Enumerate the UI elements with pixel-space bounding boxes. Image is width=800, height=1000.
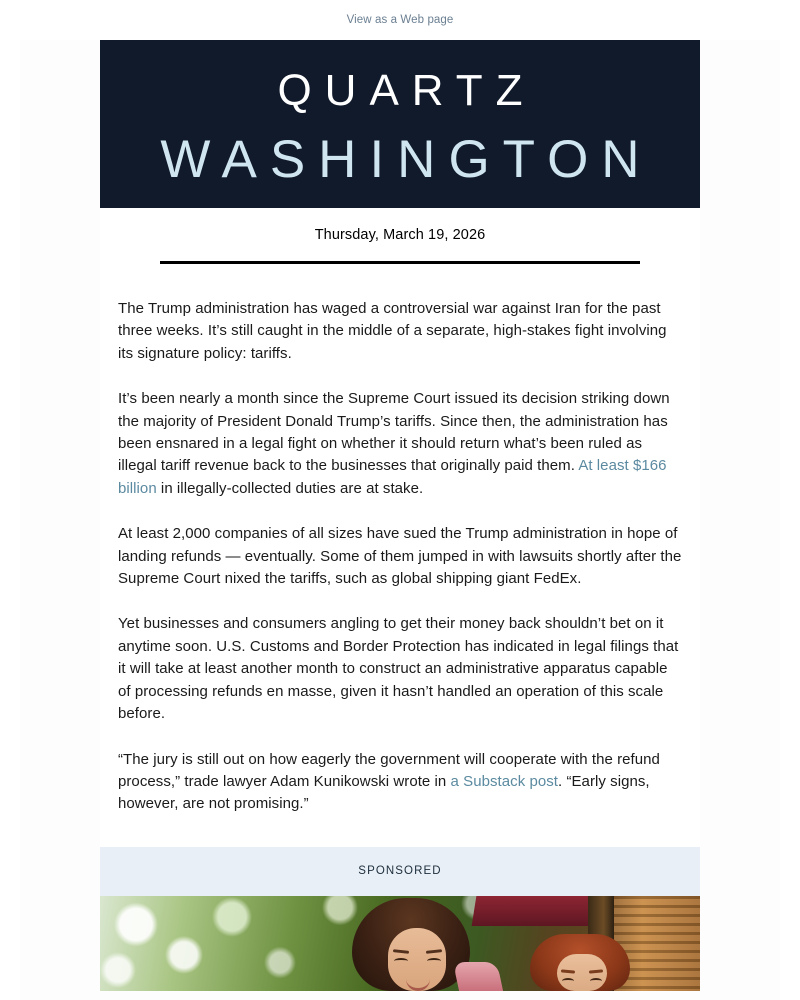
paragraph-3-text: At least 2,000 companies of all sizes have sued the Trump administration in hope of landing refunds — eventually. Some of them jumped in with lawsuits shortly after the Supreme Court nixed the tariffs, such as global shipping giant FedEx.	[118, 525, 682, 588]
paragraph-3	[118, 523, 682, 590]
article-body	[100, 264, 700, 816]
photo-awning	[472, 896, 607, 926]
photo-person-right-eye-left	[562, 978, 574, 984]
newsletter-date: Thursday, March 19, 2026	[314, 227, 486, 243]
sponsored-label: SPONSORED	[358, 865, 442, 878]
link-substack-post[interactable]: a Substack post	[450, 772, 559, 790]
paragraph-5-text-b: . “Early signs, however, are not promising.”	[118, 772, 650, 813]
paragraph-2-text-a: It’s been nearly a month since the Supreme Court issued its decision striking down the majority of President Donald Trump’s tariffs. Since then, the administration has been ensnared in a legal fight on whether it should return what’s been ruled as illegal tariff revenue back to the businesses that originally paid them.	[118, 390, 670, 475]
paragraph-4	[118, 613, 682, 725]
paragraph-1-text: The Trump administration has waged a controversial war against Iran for the past three weeks. It’s still caught in the middle of a separate, high-stakes fight involving its signature policy: tariffs.	[118, 300, 667, 362]
photo-person-left-eye-left	[394, 958, 408, 964]
header-divider	[160, 261, 640, 264]
paragraph-5-text-a: “The jury is still out on how eagerly the government will cooperate with the refund process,” trade lawyer Adam Kunikowski wrote in	[118, 750, 660, 790]
link-166-billion[interactable]: At least $166 billion	[118, 457, 667, 497]
sponsor-image[interactable]	[100, 896, 700, 991]
masthead-brand-washington: WASHINGTON	[160, 129, 653, 189]
paragraph-2-text-b: in illegally-collected duties are at stake.	[156, 479, 424, 497]
content-column	[100, 40, 700, 991]
paragraph-5	[118, 749, 682, 816]
divider-wrap	[100, 243, 700, 264]
photo-person-right-eye-right	[590, 978, 602, 984]
masthead-banner	[100, 40, 700, 208]
preheader-bar	[0, 0, 800, 40]
sponsored-band	[100, 847, 700, 896]
photo-person-left-shoulder	[453, 962, 503, 991]
view-as-web-page-link[interactable]: View as a Web page	[346, 14, 454, 26]
paragraph-1	[118, 298, 682, 365]
masthead-brand-quartz: QUARTZ	[277, 65, 536, 115]
photo-person-left-eye-right	[427, 958, 441, 964]
paragraph-2	[118, 388, 682, 500]
paragraph-4-text: Yet businesses and consumers angling to get their money back shouldn’t bet on it anytime soon. U.S. Customs and Border Protection has indicated in legal filings that it will take at least another month to construct an administrative apparatus capable of processing refunds en masse, given it hasn’t handled an operation of this scale before.	[118, 615, 679, 723]
